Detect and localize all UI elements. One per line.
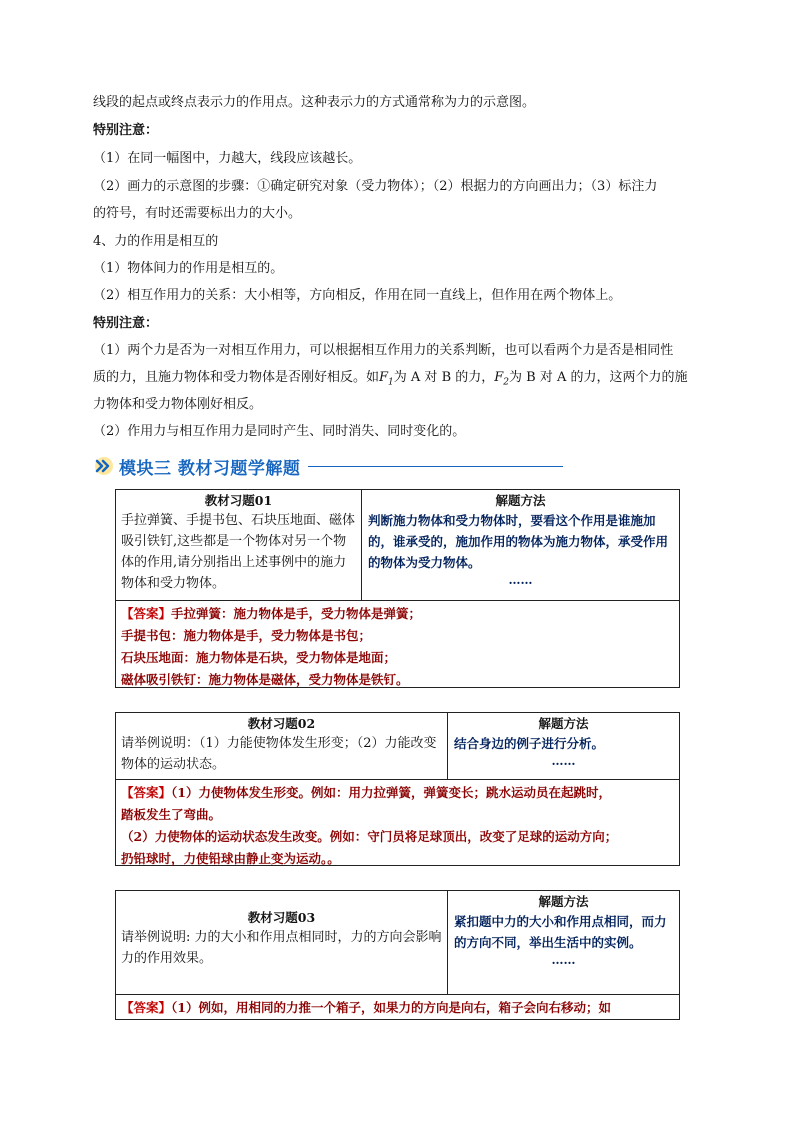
text-line-4: （2）画力的示意图的步骤：①确定研究对象（受力物体）；（2）根据力的方向画出力；（3）标注力 [93,179,658,194]
exercise-03-method: 紧扣题中力的大小和作用点相同，而力的方向不同，举出生活中的实例。 [454,914,667,950]
text-line-3: （1）在同一幅图中，力越大，线段应该越长。 [93,151,362,166]
exercise-01-question: 手拉弹簧、手提书包、石块压地面、磁体吸引铁钉,这些都是一个物体对另一个物体的作用,请分别指出上述事例中的施力物体和受力物体。 [121,513,356,591]
exercise-02-method-header: 解题方法 [538,716,589,731]
answer-line: 踏板发生了弯曲。 [121,807,222,822]
answer-tag: 【答案】 [121,785,172,800]
text-line-12: 力物体和受力物体刚好相反。 [93,397,263,412]
section-heading [93,453,563,479]
exercise-02-header: 教材习题02 [247,716,316,731]
exercise-03-method-header: 解题方法 [538,894,589,909]
answer-tag: 【答案】 [121,1000,172,1015]
text-line-5: 的符号，有时还需要标出力的大小。 [93,206,302,221]
special-note-heading: 特别注意： [93,123,159,138]
section-title: 模块三 教材习题学解题 [119,458,301,479]
subsection-heading-4: 4、力的作用是相互的 [93,234,219,249]
exercise-01-answer [116,600,679,695]
answer-line: 【答案】（1）力使物体发生形变。例如：用力拉弹簧，弹簧变长；跳水运动员在起跳时， [121,785,611,800]
exercise-02-question: 请举例说明：（1）力能使物体发生形变；（2）力能改变物体的运动状态。 [121,736,437,772]
text-line-13: （2）作用力与相互作用力是同时产生、同时消失、同时变化的。 [93,424,466,439]
exercise-01-method: 判断施力物体和受力物体时，要看这个作用是谁施加的，谁承受的，施加作用的物体为施力物体，承受作用的物体为受力物体。 [368,513,669,570]
exercise-03-header: 教材习题03 [247,910,316,925]
text-line-11-pre: 质的力，且施力物体和受力物体是否刚好相反。如 [93,370,380,385]
exercise-02-answer [116,779,679,874]
answer-line: 【答案】（1）例如，用相同的力推一个箱子，如果力的方向是向右，箱子会向右移动；如 [121,1000,611,1015]
force-symbol-f2: $F_2$ [494,370,510,388]
answer-line: （2）力使物体的运动状态发生改变。例如：守门员将足球顶出，改变了足球的运动方向； [121,829,618,844]
exercise-03-ellipsis: …… [551,953,576,967]
exercise-03-answer [116,994,679,1023]
text-line-1: 线段的起点或终点表示力的作用点。这种表示力的方式通常称为力的示意图。 [93,95,536,110]
answer-tag: 【答案】 [121,606,172,621]
text-line-8: （2）相互作用力的关系：大小相等，方向相反，作用在同一直线上，但作用在两个物体上。 [93,288,622,303]
exercise-card-01 [115,489,680,688]
answer-line: 【答案】手拉弹簧：施力物体是手，受力物体是弹簧； [121,606,422,621]
exercise-01-header: 教材习题01 [204,493,273,508]
exercise-03-question: 请举例说明: 力的大小和作用点相同时，力的方向会影响力的作用效果。 [121,930,442,966]
exercise-01-method-header: 解题方法 [495,493,546,508]
text-line-11-mid: 为 A 对 B 的力， [393,370,495,385]
text-line-10: （1）两个力是否为一对相互作用力，可以根据相互作用力的关系判断，也可以看两个力是否是相同性 [93,343,674,358]
force-symbol-f1: $F_1$ [379,370,394,388]
answer-line: 扔铅球时，力使铅球由静止变为运动。。 [121,851,340,866]
special-note-heading-2: 特别注意： [93,316,159,331]
text-line-7: （1）物体间力的作用是相互的。 [93,261,284,276]
exercise-card-03 [115,890,680,1020]
exercise-card-02 [115,712,680,866]
exercise-02-method: 结合身边的例子进行分析。 [454,736,605,751]
section-rule [308,466,563,467]
exercise-02-ellipsis: …… [551,754,576,768]
answer-line: 磁体吸引铁钉：施力物体是磁体，受力物体是铁钉。 [121,672,409,687]
text-line-11-post: 为 B 对 A 的力，这两个力的施 [509,370,688,385]
double-chevron-icon [93,455,115,477]
exercise-01-ellipsis: …… [508,573,533,587]
answer-line: 石块压地面：施力物体是石块，受力物体是地面； [121,650,397,665]
text-line-11 [93,370,688,386]
answer-line: 手提书包：施力物体是手，受力物体是书包； [121,628,372,643]
